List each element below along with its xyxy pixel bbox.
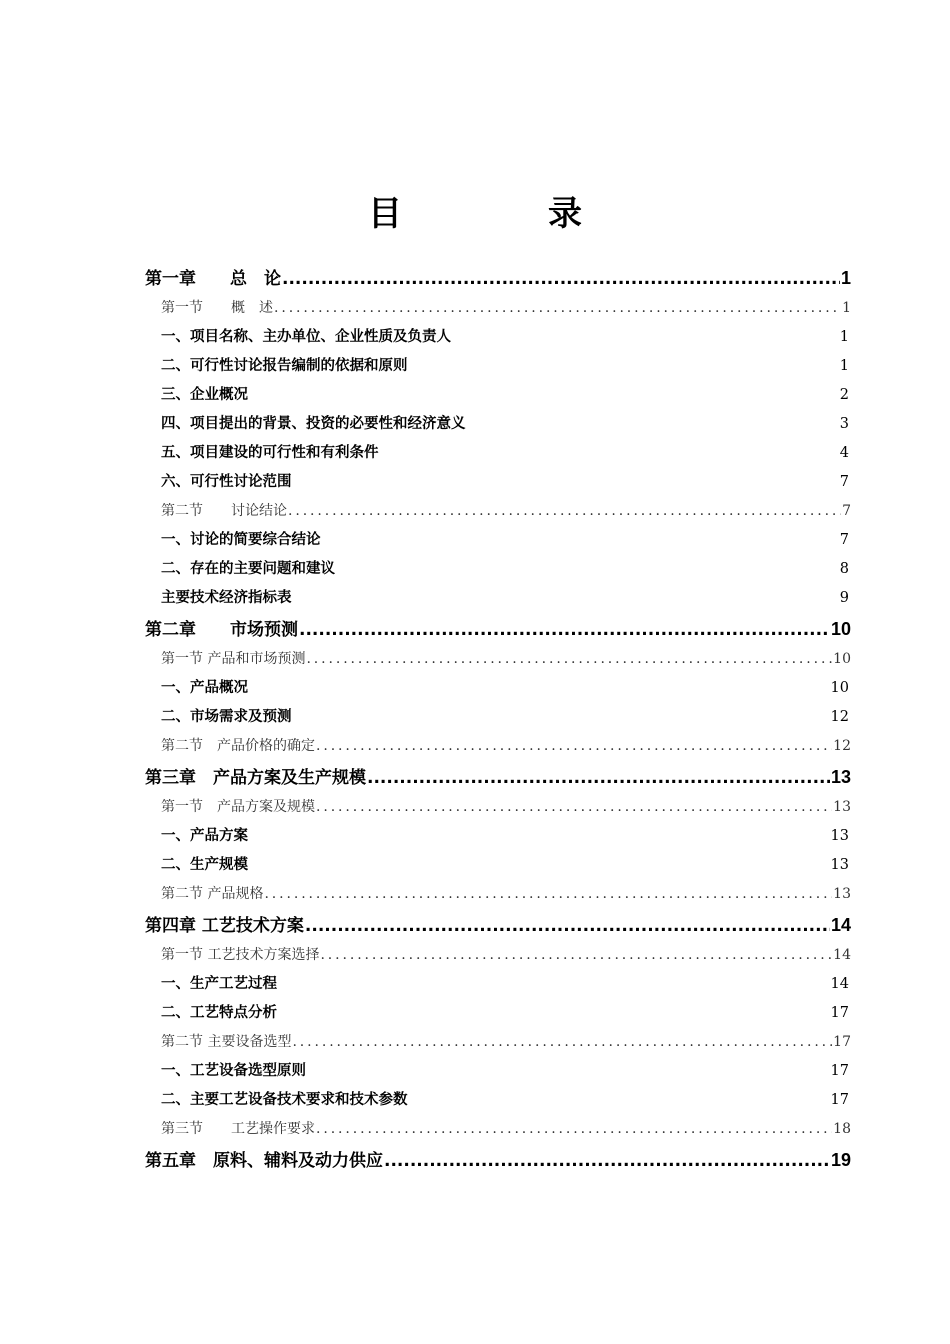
toc-entry-label: 五、项目建设的可行性和有利条件 bbox=[161, 445, 379, 461]
toc-entry-label: 第二节 讨论结论 bbox=[161, 503, 287, 519]
toc-dot-leader bbox=[320, 941, 832, 970]
page-title: 目 录 bbox=[368, 194, 638, 234]
toc-page-number: 14 bbox=[830, 976, 849, 992]
toc-page-number: 13 bbox=[830, 767, 851, 787]
toc-section-row[interactable] bbox=[145, 294, 851, 323]
toc-entry-label: 二、主要工艺设备技术要求和技术参数 bbox=[161, 1092, 408, 1108]
toc-page-number: 3 bbox=[839, 416, 849, 432]
toc-item-row[interactable] bbox=[145, 822, 851, 851]
toc-dot-leader bbox=[282, 263, 840, 294]
toc-page-number: 1 bbox=[840, 268, 851, 288]
toc-page-number: 19 bbox=[830, 1150, 851, 1170]
toc-entry-label: 二、工艺特点分析 bbox=[161, 1005, 277, 1021]
toc-section-row[interactable] bbox=[145, 880, 851, 909]
toc-item-row[interactable] bbox=[145, 674, 851, 703]
toc-item-row[interactable] bbox=[145, 1057, 851, 1086]
toc-section-row[interactable] bbox=[145, 1115, 851, 1144]
toc-dot-leader bbox=[384, 1145, 830, 1176]
toc-entry-label: 一、生产工艺过程 bbox=[161, 976, 277, 992]
toc-page-number: 12 bbox=[833, 738, 851, 754]
toc-page-number: 8 bbox=[839, 561, 849, 577]
toc-dot-leader bbox=[316, 1115, 832, 1144]
toc-entry-label: 第一节 产品方案及规模 bbox=[161, 799, 315, 815]
toc-entry-label: 第一章 总 论 bbox=[145, 269, 281, 289]
toc-item-row[interactable] bbox=[145, 526, 851, 555]
toc-dot-leader bbox=[316, 793, 832, 822]
toc-page-number: 17 bbox=[830, 1092, 849, 1108]
toc-section-row[interactable] bbox=[145, 1028, 851, 1057]
toc-entry-label: 一、讨论的简要综合结论 bbox=[161, 532, 321, 548]
toc-page-number: 10 bbox=[830, 680, 849, 696]
toc-page-number: 7 bbox=[842, 503, 851, 519]
toc-page-number: 14 bbox=[833, 947, 851, 963]
toc-section-row[interactable] bbox=[145, 497, 851, 526]
toc-item-row[interactable] bbox=[145, 410, 851, 439]
toc-item-row[interactable] bbox=[145, 468, 851, 497]
toc-entry-label: 二、市场需求及预测 bbox=[161, 709, 292, 725]
toc-dot-leader bbox=[274, 294, 841, 323]
toc-item-row[interactable] bbox=[145, 352, 851, 381]
toc-page-number: 18 bbox=[833, 1121, 851, 1137]
toc-dot-leader bbox=[288, 497, 841, 526]
toc-page-number: 17 bbox=[830, 1005, 849, 1021]
toc-page-number: 13 bbox=[830, 828, 849, 844]
toc-entry-label: 第二节 产品规格 bbox=[161, 886, 264, 902]
toc-section-row[interactable] bbox=[145, 645, 851, 674]
toc-item-row[interactable] bbox=[145, 584, 851, 613]
toc-page-number: 10 bbox=[830, 619, 851, 639]
toc-entry-label: 第三章 产品方案及生产规模 bbox=[145, 768, 366, 788]
toc-dot-leader bbox=[305, 910, 830, 941]
toc-page-number: 1 bbox=[842, 300, 851, 316]
toc-chapter-row[interactable] bbox=[145, 613, 851, 645]
toc-entry-label: 二、存在的主要问题和建议 bbox=[161, 561, 335, 577]
toc-item-row[interactable] bbox=[145, 970, 851, 999]
toc-entry-label: 第一节 概 述 bbox=[161, 300, 273, 316]
toc-page-number: 12 bbox=[830, 709, 849, 725]
toc-page-number: 1 bbox=[839, 329, 849, 345]
toc-entry-label: 二、生产规模 bbox=[161, 857, 248, 873]
toc-section-row[interactable] bbox=[145, 732, 851, 761]
toc-item-row[interactable] bbox=[145, 703, 851, 732]
toc-item-row[interactable] bbox=[145, 439, 851, 468]
toc-entry-label: 第二章 市场预测 bbox=[145, 620, 298, 640]
toc-entry-label: 六、可行性讨论范围 bbox=[161, 474, 292, 490]
toc-entry-label: 第一节 产品和市场预测 bbox=[161, 651, 306, 667]
toc-page-number: 17 bbox=[833, 1034, 851, 1050]
toc-entry-label: 一、工艺设备选型原则 bbox=[161, 1063, 306, 1079]
toc-entry-label: 第二节 主要设备选型 bbox=[161, 1034, 292, 1050]
toc-section-row[interactable] bbox=[145, 793, 851, 822]
toc-item-row[interactable] bbox=[145, 999, 851, 1028]
toc-page-number: 14 bbox=[830, 915, 851, 935]
toc-entry-label: 三、企业概况 bbox=[161, 387, 248, 403]
toc-dot-leader bbox=[306, 645, 832, 674]
toc-chapter-row[interactable] bbox=[145, 761, 851, 793]
toc-dot-leader bbox=[292, 1028, 832, 1057]
toc-chapter-row[interactable] bbox=[145, 1144, 851, 1176]
toc-page-number: 13 bbox=[833, 886, 851, 902]
toc-entry-label: 第二节 产品价格的确定 bbox=[161, 738, 315, 754]
toc-entry-label: 第一节 工艺技术方案选择 bbox=[161, 947, 320, 963]
toc-chapter-row[interactable] bbox=[145, 909, 851, 941]
toc-item-row[interactable] bbox=[145, 555, 851, 584]
toc-item-row[interactable] bbox=[145, 851, 851, 880]
toc-page-number: 10 bbox=[833, 651, 851, 667]
toc-entry-label: 四、项目提出的背景、投资的必要性和经济意义 bbox=[161, 416, 466, 432]
toc-page-number: 7 bbox=[839, 474, 849, 490]
toc-item-row[interactable] bbox=[145, 381, 851, 410]
toc-entry-label: 主要技术经济指标表 bbox=[161, 590, 292, 606]
toc-item-row[interactable] bbox=[145, 1086, 851, 1115]
toc-dot-leader bbox=[264, 880, 832, 909]
toc-page-number: 13 bbox=[830, 857, 849, 873]
toc-entry-label: 二、可行性讨论报告编制的依据和原则 bbox=[161, 358, 408, 374]
toc-item-row[interactable] bbox=[145, 323, 851, 352]
toc-page-number: 9 bbox=[839, 590, 849, 606]
toc-chapter-row[interactable] bbox=[145, 262, 851, 294]
toc-page-number: 1 bbox=[839, 358, 849, 374]
toc-dot-leader bbox=[299, 614, 830, 645]
toc-entry-label: 一、产品方案 bbox=[161, 828, 248, 844]
toc-entry-label: 第五章 原料、辅料及动力供应 bbox=[145, 1151, 383, 1171]
toc-page-number: 17 bbox=[830, 1063, 849, 1079]
toc-page-number: 4 bbox=[839, 445, 849, 461]
toc-page-number: 13 bbox=[833, 799, 851, 815]
toc-entry-label: 一、项目名称、主办单位、企业性质及负责人 bbox=[161, 329, 451, 345]
toc-page-number: 2 bbox=[839, 387, 849, 403]
toc-dot-leader bbox=[367, 762, 830, 793]
table-of-contents bbox=[145, 262, 851, 1176]
toc-entry-label: 第三节 工艺操作要求 bbox=[161, 1121, 315, 1137]
toc-entry-label: 第四章 工艺技术方案 bbox=[145, 916, 304, 936]
toc-section-row[interactable] bbox=[145, 941, 851, 970]
toc-dot-leader bbox=[316, 732, 832, 761]
toc-entry-label: 一、产品概况 bbox=[161, 680, 248, 696]
toc-page-number: 7 bbox=[839, 532, 849, 548]
